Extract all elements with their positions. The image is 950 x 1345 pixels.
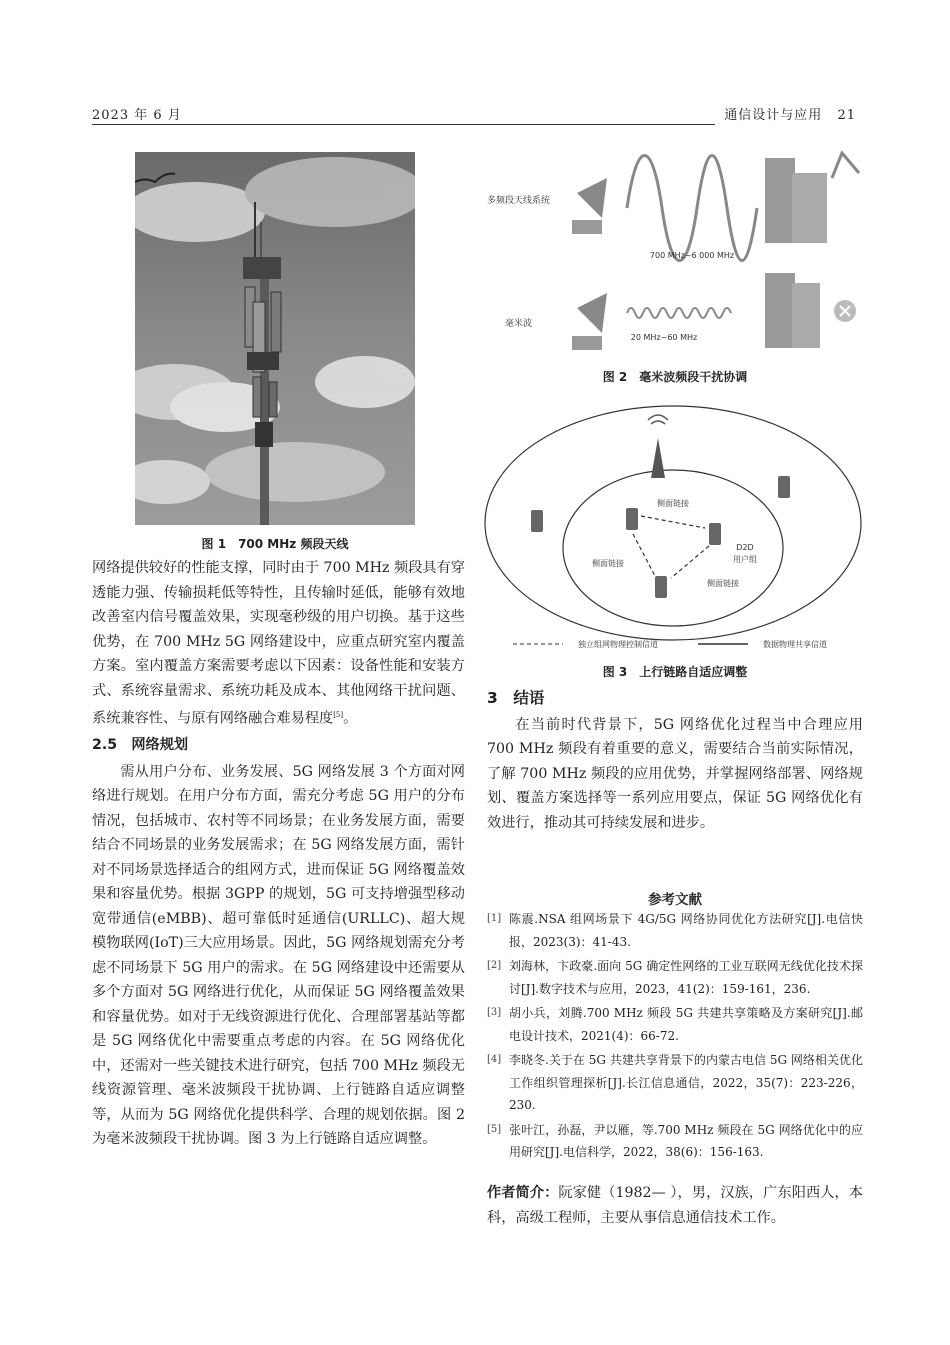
arrow-icon (832, 153, 859, 178)
references-list (487, 908, 863, 1166)
mmwave-wave (627, 308, 731, 318)
references-title: 参考文献 (648, 892, 702, 908)
d2d-label: D2D (736, 543, 754, 552)
paragraph-2: 需从用户分布、业务发展、5G 网络发展 3 个方面对网络进行规划。在用户分布方面，需充分考虑 5G 用户的分布情况，包括城市、农村等不同场景；在业务发展方面，需要结合不同场景的业务发展需求；在 5G 网络发展方面，需针对不同场景选择适合的组网方式，进而保证 5G 网络覆盖效果和容量优势。根据 3GPP 的规划，5G 可支持增强型移动宽带通信(eMBB)、超可靠低时延通信(URLLC)、超大规模物联网(IoT)三大应用场景。因此，5G 网络规划需充分考虑不同场景下 5G 用户的需求。在 5G 网络建设中还需要从多个方面对 5G 网络进行优化，从而保证 5G 网络覆盖效果和容量优势。如对于无线资源进行优化、合理部署基站等都是 5G 网络优化中需要重点考虑的内容。在 5G 网络优化中，还需对一些关键技术进行研究，包括 700 MHz 频段无线资源管理、毫米波频段干扰协调、上行链路自适应调整等，从而为 5G 网络优化提供科学、合理的规划依据。图 2 为毫米波频段干扰协调。图 3 为上行链路自适应调整。 (92, 763, 465, 1148)
label-multiband: 多频段天线系统 (487, 196, 551, 206)
dish-icon (572, 178, 607, 350)
user-group-label: 用户组 (733, 555, 757, 564)
reference-item: [5] 张叶江，孙磊，尹以雁，等.700 MHz 频段在 5G 网络优化中的应用研究[J].电信科学，2022，38(6)：156-163. (487, 1122, 863, 1159)
phone-icons (531, 476, 790, 598)
legend-dashed-label: 独立组网物理控制信道 (578, 640, 658, 649)
figure-1-antenna-photo (135, 152, 415, 525)
author-label: 作者简介： (487, 1185, 559, 1201)
paragraph-1: 网络提供较好的性能支撑，同时由于 700 MHz 频段具有穿透能力强、传输损耗低等特性，且传输时延低，能够有效地改善室内信号覆盖效果，实现毫秒级的用户切换。基于这些优势，在 700 MHz 5G 网络建设中，应重点研究室内覆盖方案。室内覆盖方案需要考虑以下因素：设备性能和安装方式、系统容量需求、系统功耗及成本、其他网络干扰问题、系统兼容性、与原有网络融合难易程度[5]。 (92, 560, 465, 727)
figure-2-caption: 图 2 毫米波频段干扰协调 (602, 370, 748, 384)
figure-2-mmwave-diagram (487, 148, 863, 358)
header-rule (92, 124, 715, 125)
citation-5: [5] (333, 711, 344, 719)
building-icon (765, 158, 827, 348)
label-mmwave: 毫米波 (505, 319, 533, 329)
right-column (487, 686, 863, 835)
author-bio (487, 1181, 863, 1230)
figure-3-uplink-diagram (483, 398, 863, 656)
reference-item: [3] 胡小兵，刘腾.700 MHz 频段 5G 共建共享策略及方案研究[J].邮电设计技术，2021(4)：66-72. (487, 1006, 863, 1043)
range-label-2: 20 MHz~60 MHz (630, 333, 698, 342)
reference-item: [1] 陈震.NSA 组网场景下 4G/5G 网络协同优化方法研究[J].电信快报，2023(3)：41-43. (487, 912, 863, 949)
reference-item: [2] 刘海林，卞政豪.面向 5G 确定性网络的工业互联网无线优化技术探讨[J].数字技术与应用，2023，41(2)：159-161，236. (487, 959, 863, 996)
low-frequency-wave (627, 156, 757, 261)
figure-3-caption: 图 3 上行链路自适应调整 (602, 665, 748, 679)
conclusion-paragraph: 在当前时代背景下，5G 网络优化过程当中合理应用 700 MHz 频段有着重要的意义，需要结合当前实际情况，了解 700 MHz 频段的应用优势，并掌握网络部署、网络规划、覆盖方案选择等一系列应用要点，保证 5G 网络优化有效进行，推动其可持续发展和进步。 (487, 716, 863, 831)
section-3-heading: 3 结语 (487, 689, 545, 707)
left-column (92, 556, 465, 1152)
page-number: 21 (837, 108, 856, 123)
side-links (633, 516, 709, 578)
legend-solid-label: 数据物理共享信道 (763, 640, 827, 649)
figure-1-caption: 图 1 700 MHz 频段天线 (201, 537, 349, 551)
header-journal (724, 104, 856, 123)
author-text: 阮家健（1982— ），男，汉族，广东阳西人，本科，高级工程师，主要从事信息通信技术工作。 (487, 1185, 863, 1226)
reference-item: [4] 李晓冬.关于在 5G 共建共享背景下的内蒙古电信 5G 网络相关优化工作组织管理探析[J].长江信息通信，2022，35(7)：223-226，230. (487, 1053, 863, 1112)
side-link-label-1: 侧面链接 (657, 499, 689, 508)
side-link-label-3: 侧面链接 (707, 579, 739, 588)
journal-name: 通信设计与应用 (724, 108, 823, 123)
side-link-label-2: 侧面链接 (592, 559, 624, 568)
tower-icon (648, 415, 668, 478)
header-date: 2023 年 6 月 (92, 108, 182, 123)
section-2-5-heading: 2.5 网络规划 (92, 737, 189, 754)
range-label-1: 700 MHz~6 000 MHz (649, 251, 735, 260)
